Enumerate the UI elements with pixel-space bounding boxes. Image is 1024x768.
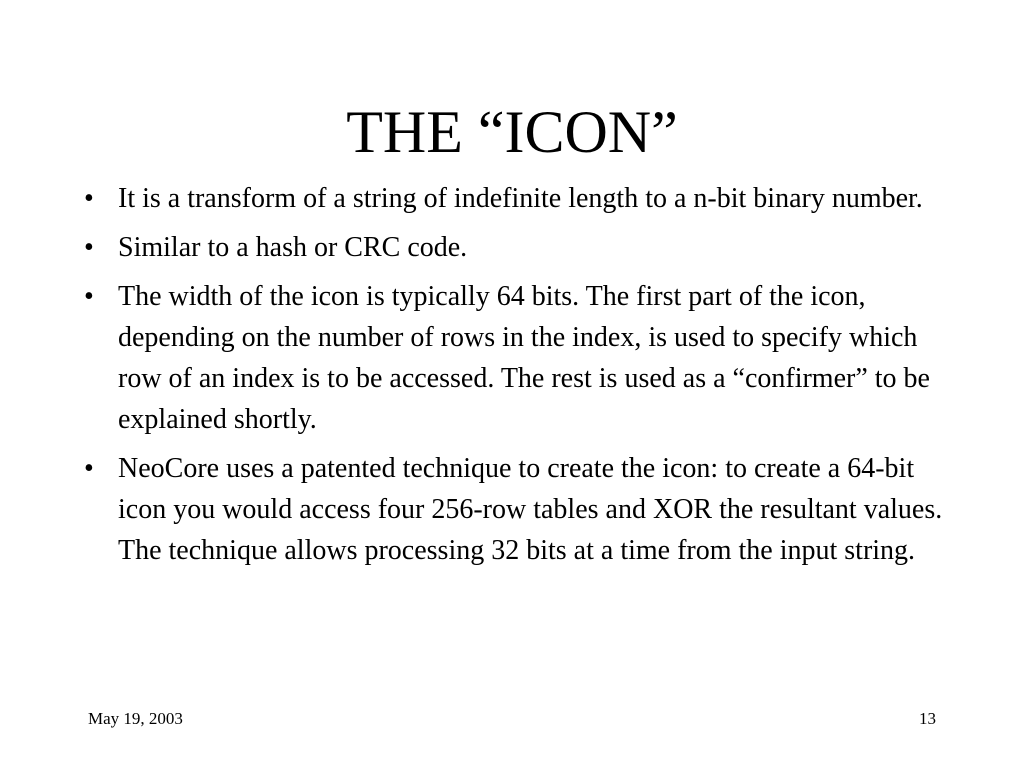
bullet-marker: • <box>84 453 94 484</box>
bullet-item <box>76 227 956 268</box>
bullet-item <box>76 276 956 440</box>
bullet-marker: • <box>84 232 94 263</box>
footer-date: May 19, 2003 <box>88 709 183 728</box>
slide-title: THE “ICON” <box>346 99 678 165</box>
bullet-text: NeoCore uses a patented technique to create the icon: to create a 64-bit icon you would access four 256-row tables and XOR the resultant values. The technique allows processing 32 bits at a time from the input string. <box>118 453 943 566</box>
bullet-text: It is a transform of a string of indefinite length to a n-bit binary number. <box>118 183 923 214</box>
bullet-marker: • <box>84 183 94 214</box>
bullet-item <box>76 448 956 571</box>
bullet-list <box>76 178 956 579</box>
bullet-marker: • <box>84 281 94 312</box>
footer-page-number: 13 <box>919 709 936 728</box>
bullet-item <box>76 178 956 219</box>
bullet-text: The width of the icon is typically 64 bits. The first part of the icon, depending on the number of rows in the index, is used to specify which row of an index is to be accessed. The rest is used as a “confirmer” to be explained shortly. <box>118 281 930 435</box>
bullet-text: Similar to a hash or CRC code. <box>118 232 468 263</box>
